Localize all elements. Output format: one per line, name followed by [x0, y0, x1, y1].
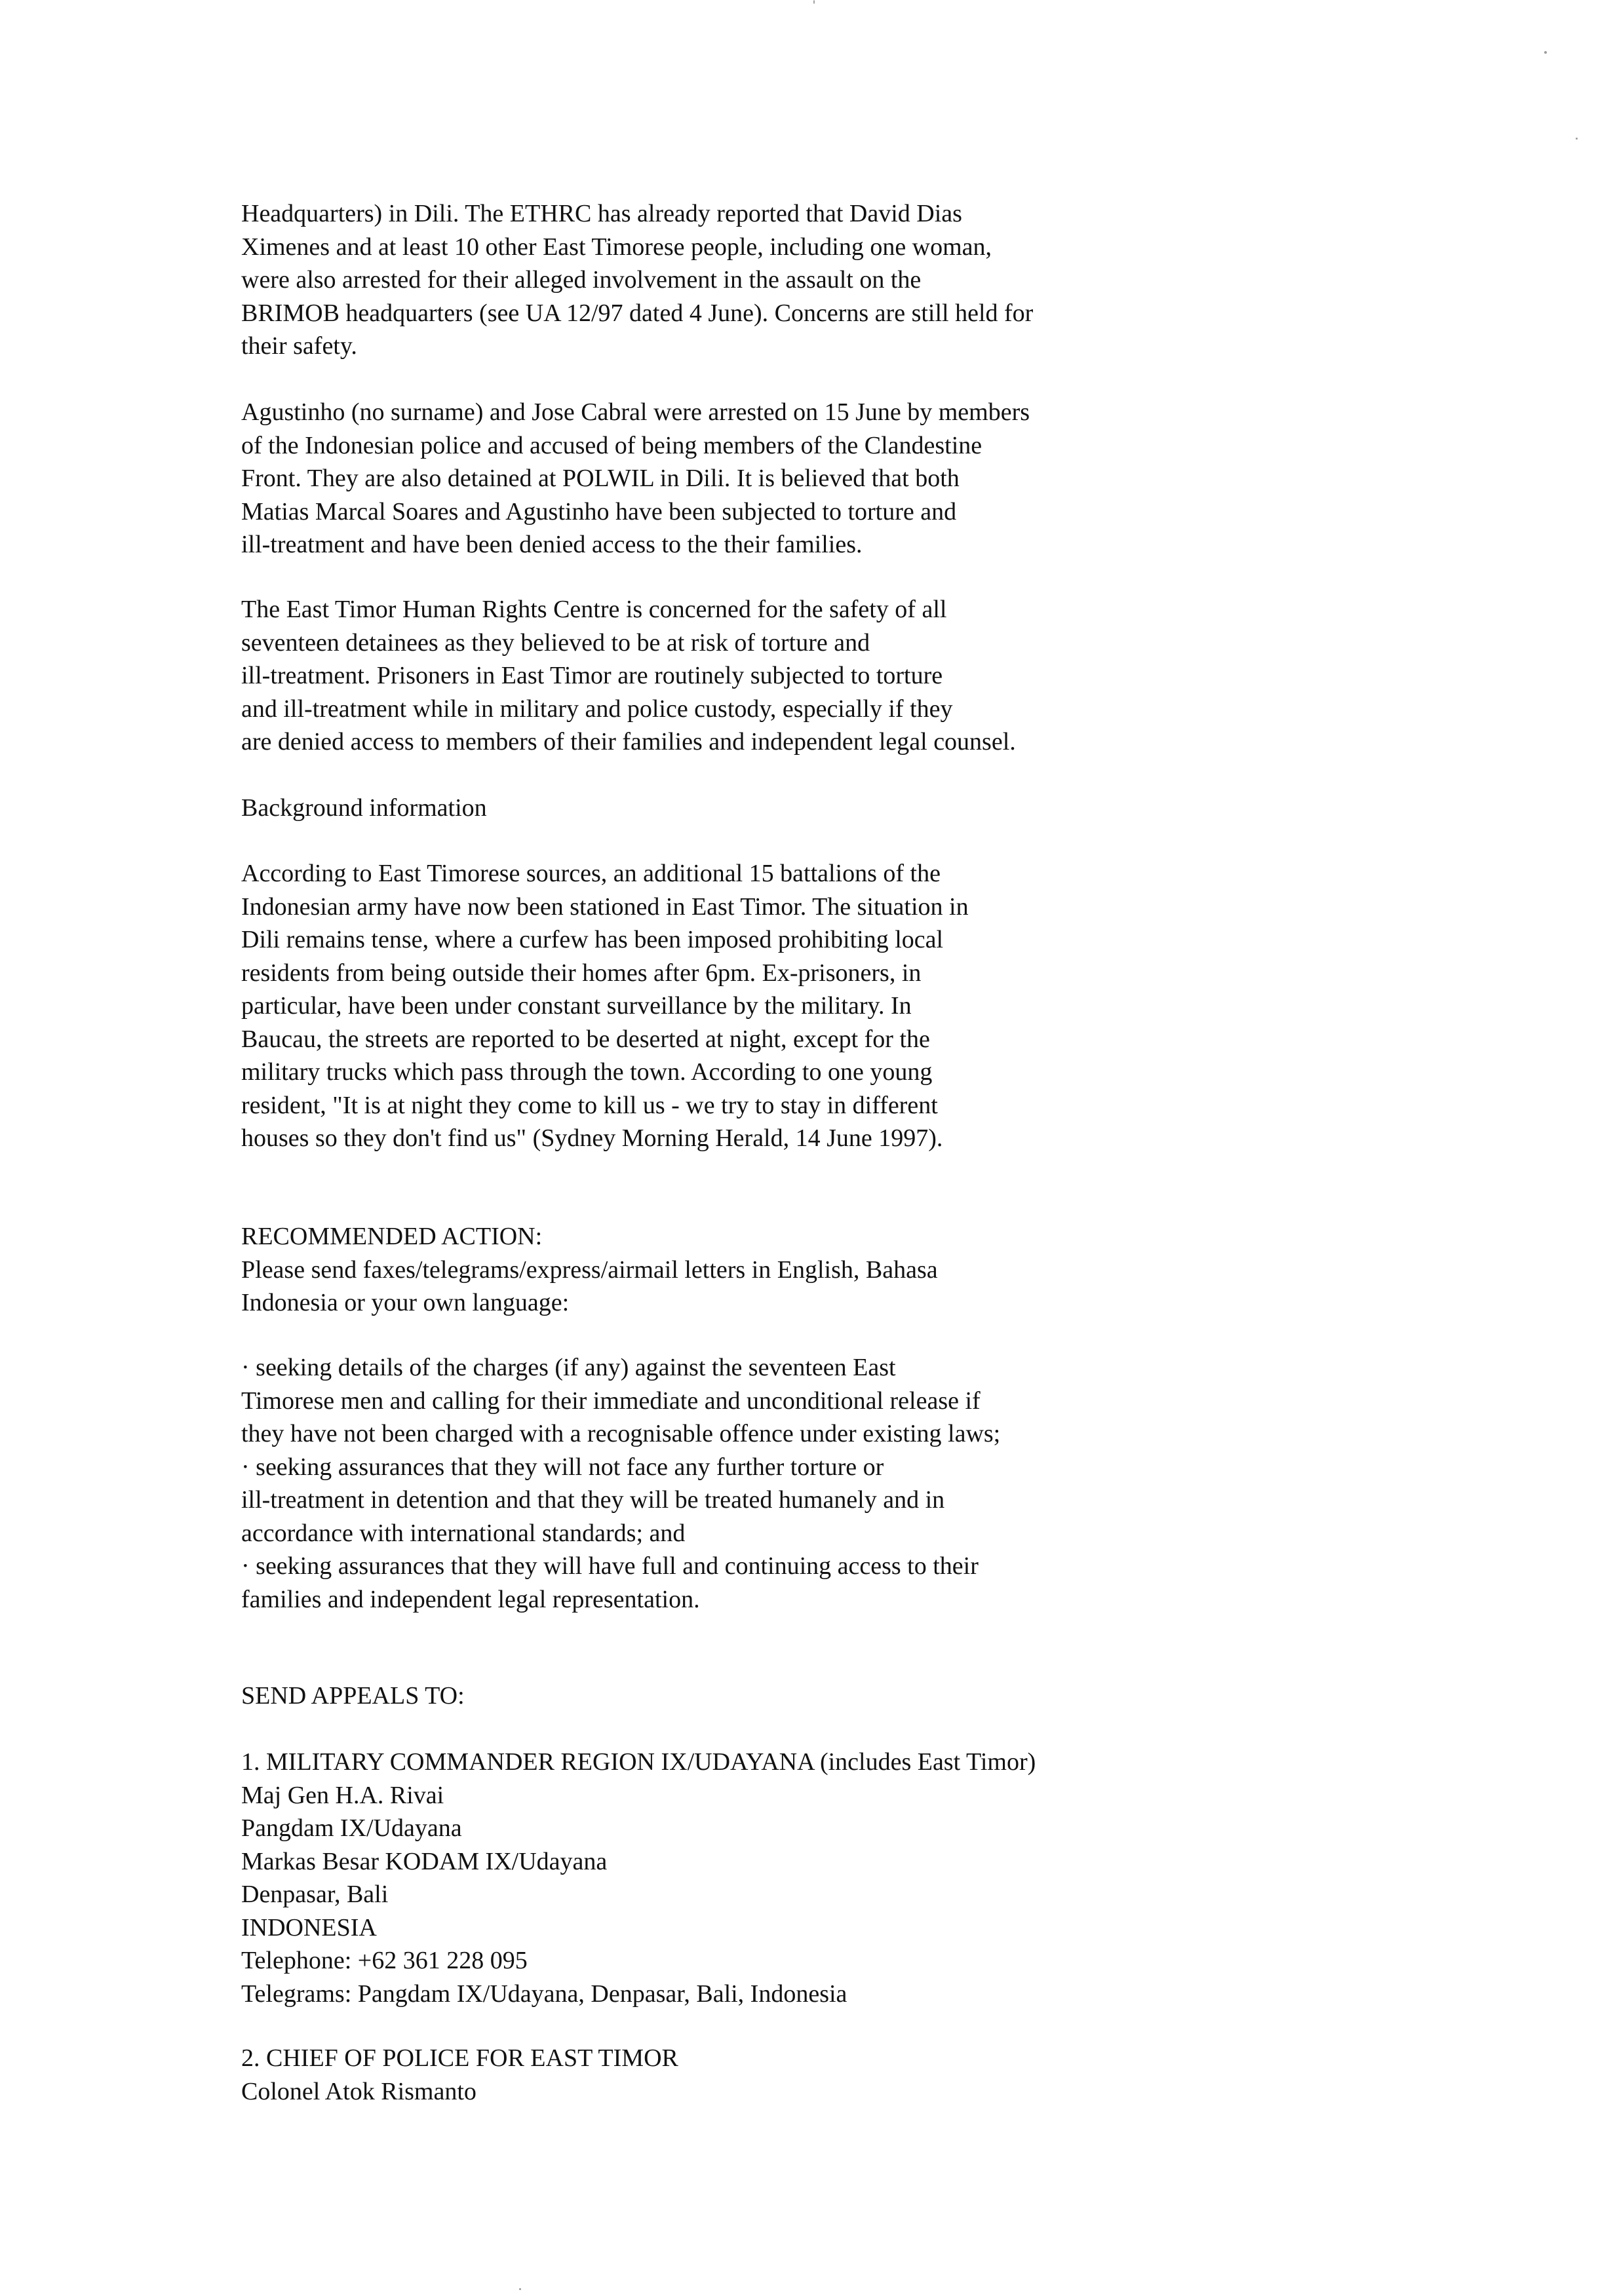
text-line: The East Timor Human Rights Centre is concerned for the safety of all	[241, 596, 947, 623]
paragraph-detainees-report	[241, 197, 1421, 363]
text-line: · seeking details of the charges (if any) against the seventeen East	[241, 1354, 896, 1381]
scan-speck	[1576, 138, 1578, 140]
section-heading-background	[241, 792, 1421, 825]
text-line: Please send faxes/telegrams/express/airmail letters in English, Bahasa	[241, 1255, 938, 1284]
text-line: Dili remains tense, where a curfew has been imposed prohibiting local	[241, 926, 944, 953]
text-line: ill-treatment. Prisoners in East Timor are routinely subjected to torture	[241, 662, 943, 689]
text-line: · seeking assurances that they will not face any further torture or	[241, 1453, 884, 1481]
text-line: 2. CHIEF OF POLICE FOR EAST TIMOR	[241, 2044, 678, 2072]
scan-speck	[519, 2288, 521, 2290]
text-line: Denpasar, Bali	[241, 1881, 389, 1908]
text-line: particular, have been under constant surveillance by the military. In	[241, 992, 912, 1020]
text-line: they have not been charged with a recognisable offence under existing laws;	[241, 1420, 1001, 1447]
list-appeal-points	[241, 1351, 1421, 1616]
text-line: Indonesian army have now been stationed in East Timor. The situation in	[241, 892, 969, 921]
text-line: were also arrested for their alleged involvement in the assault on the	[241, 266, 922, 294]
text-line: are denied access to members of their families and independent legal counsel.	[241, 728, 1016, 756]
text-line: military trucks which pass through the town. According to one young	[241, 1058, 933, 1086]
text-line: · seeking assurances that they will have full and continuing access to their	[241, 1552, 979, 1580]
scan-speck	[813, 0, 815, 4]
text-line: Matias Marcal Soares and Agustinho have been subjected to torture and	[241, 497, 957, 526]
paragraph-concern	[241, 593, 1421, 759]
section-heading-send-appeals	[241, 1679, 1421, 1713]
text-line: Telegrams: Pangdam IX/Udayana, Denpasar, Bali, Indonesia	[241, 1980, 847, 2008]
text-line: Pangdam IX/Udayana	[241, 1814, 462, 1842]
text-line: SEND APPEALS TO:	[241, 1682, 465, 1710]
text-line: ill-treatment and have been denied access to the their families.	[241, 531, 863, 558]
text-line: Telephone: +62 361 228 095	[241, 1947, 528, 1974]
text-line: resident, "It is at night they come to kill us - we try to stay in different	[241, 1091, 938, 1119]
text-line: According to East Timorese sources, an additional 15 battalions of the	[241, 860, 941, 887]
text-line: Front. They are also detained at POLWIL in Dili. It is believed that both	[241, 465, 960, 492]
paragraph-background	[241, 857, 1421, 1155]
text-line: and ill-treatment while in military and police custody, especially if they	[241, 695, 953, 723]
text-line: families and independent legal representation.	[241, 1585, 700, 1613]
text-line: Headquarters) in Dili. The ETHRC has already reported that David Dias	[241, 200, 962, 227]
text-line: of the Indonesian police and accused of being members of the Clandestine	[241, 431, 983, 459]
section-recommended-action	[241, 1220, 1421, 1320]
text-line: RECOMMENDED ACTION:	[241, 1223, 543, 1250]
text-line: houses so they don't find us" (Sydney Morning Herald, 14 June 1997).	[241, 1124, 943, 1152]
text-line: accordance with international standards; and	[241, 1519, 686, 1547]
address-military-commander	[241, 1746, 1421, 2010]
text-line: seventeen detainees as they believed to be at risk of torture and	[241, 628, 870, 657]
text-line: INDONESIA	[241, 1913, 377, 1942]
text-line: Ximenes and at least 10 other East Timorese people, including one woman,	[241, 233, 992, 261]
text-line: Timorese men and calling for their immediate and unconditional release if	[241, 1387, 981, 1415]
text-line: BRIMOB headquarters (see UA 12/97 dated 4 June). Concerns are still held for	[241, 299, 1034, 327]
scan-speck	[1544, 51, 1547, 54]
paragraph-arrests	[241, 396, 1421, 562]
text-line: Agustinho (no surname) and Jose Cabral were arrested on 15 June by members	[241, 398, 1030, 426]
text-line: their safety.	[241, 332, 357, 360]
text-line: Maj Gen H.A. Rivai	[241, 1781, 444, 1809]
text-line: Baucau, the streets are reported to be deserted at night, except for the	[241, 1025, 930, 1053]
text-line: ill-treatment in detention and that they will be treated humanely and in	[241, 1486, 945, 1514]
text-line: residents from being outside their homes after 6pm. Ex-prisoners, in	[241, 959, 922, 987]
text-line: Colonel Atok Rismanto	[241, 2077, 477, 2105]
text-line: Markas Besar KODAM IX/Udayana	[241, 1847, 608, 1875]
text-line: 1. MILITARY COMMANDER REGION IX/UDAYANA (includes East Timor)	[241, 1748, 1036, 1776]
text-line: Indonesia or your own language:	[241, 1289, 570, 1316]
address-chief-of-police	[241, 2042, 1421, 2108]
text-line: Background information	[241, 794, 487, 822]
